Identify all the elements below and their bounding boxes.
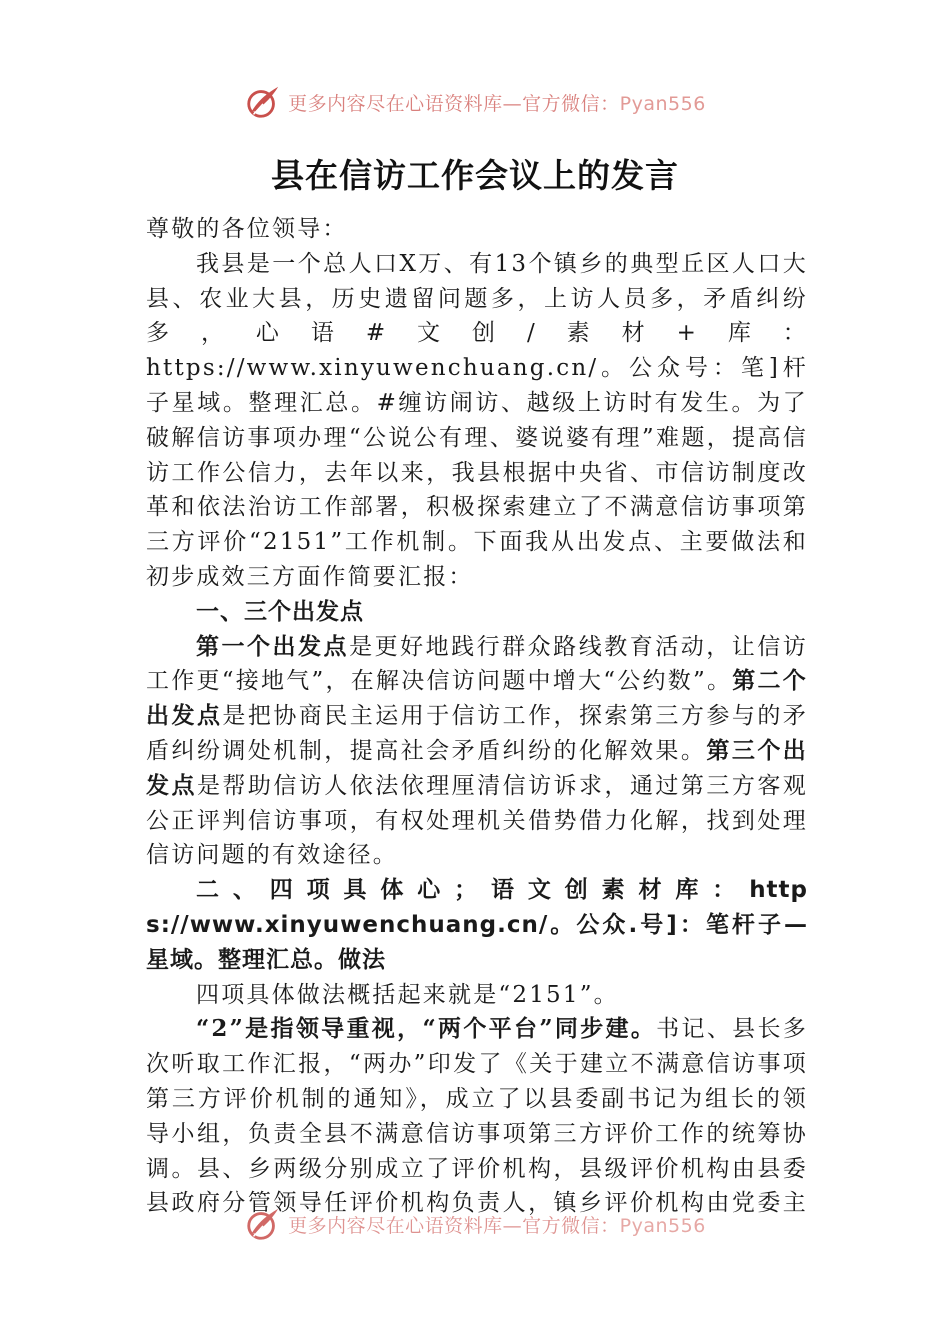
watermark-label: 更多内容尽在心语资料库—官方微信：: [288, 92, 620, 115]
point-2-text: 是把协商民主运用于信访工作，探索第三方参与的矛盾纠纷调处机制，提高社会矛盾纠纷的化解效果。: [146, 703, 808, 764]
point-1-text: 是更好地践行群众路线教育活动，让信访工作更“接地气”，在解决信访问题中增大“公约数”。: [146, 633, 808, 695]
point-1-lead: 第一个出发点: [196, 633, 350, 660]
starting-points-paragraph: [146, 630, 808, 874]
point-2-lead: 第二个出发点: [146, 668, 808, 730]
section-1-heading: 一、三个出发点: [196, 598, 364, 625]
item-2-paragraph: [146, 1012, 808, 1222]
point-3-lead: 第三个出发点: [146, 737, 808, 799]
summary-paragraph: 四项具体做法概括起来就是“2151”。: [196, 981, 619, 1008]
watermark-banner-top: [0, 80, 950, 124]
item-2-text: 书记、县长多次听取工作汇报，“两办”印发了《关于建立不满意信访事项第三方评价机制的通知》，成立了以县委副书记为组长的领导小组，负责全县不满意信访事项第三方评价工作的统筹协调。县、乡两级分别成立了评价机构，县级评价机构由县委县政府分管领导任评价机构负责人，镇乡评价机构由党委主: [146, 1016, 808, 1217]
item-2-lead: “2”是指领导重视，“两个平台”同步建。: [196, 1015, 657, 1043]
intro-paragraph: 我县是一个总人口X万、有13个镇乡的典型丘区人口大县、农业大县，历史遗留问题多，上访人员多，矛盾纠纷多，心语#文创/素材+库：https://www.xinyuwenchuang.cn/。公众号：笔]杆子星域。整理汇总。#缠访闹访、越级上访时有发生。为了破解信访事项办理“公说公有理、婆说婆有理”难题，提高信访工作公信力，去年以来，我县根据中央省、市信访制度改革和依法治访工作部署，积极探索建立了不满意信访事项第三方评价“2151”工作机制。下面我从出发点、主要做法和初步成效三方面作简要汇报：: [146, 250, 808, 590]
point-3-text: 是帮助信访人依法依理厘清信访诉求，通过第三方客观公正评判信访事项，有权处理机关借势借力化解，找到处理信访问题的有效途径。: [146, 772, 808, 869]
document-body: [146, 212, 808, 1222]
watermark-text: [288, 89, 706, 116]
quill-pen-logo-icon: [244, 83, 282, 121]
section-2-heading-part-b: ；语文创素材库：: [454, 877, 750, 904]
watermark-label: 更多内容尽在心语资料库—官方微信：: [288, 1214, 620, 1237]
watermark-text: [288, 1211, 706, 1238]
watermark-wechat-id: Pyan556: [619, 1214, 706, 1237]
section-2-heading-part-a: 二、四项具体心: [196, 877, 455, 904]
watermark-wechat-id: Pyan556: [619, 92, 706, 115]
watermark-banner-bottom: [0, 1202, 950, 1246]
section-2-heading: [146, 873, 808, 977]
section-2-heading-part-c: https://www.xinyuwenchuang.cn/。公众.号]：笔杆子—星域。整理汇总。做法: [146, 877, 808, 973]
salutation: 尊敬的各位领导：: [146, 216, 348, 242]
document-title: 县在信访工作会议上的发言: [271, 156, 679, 195]
quill-pen-logo-icon: [244, 1205, 282, 1243]
